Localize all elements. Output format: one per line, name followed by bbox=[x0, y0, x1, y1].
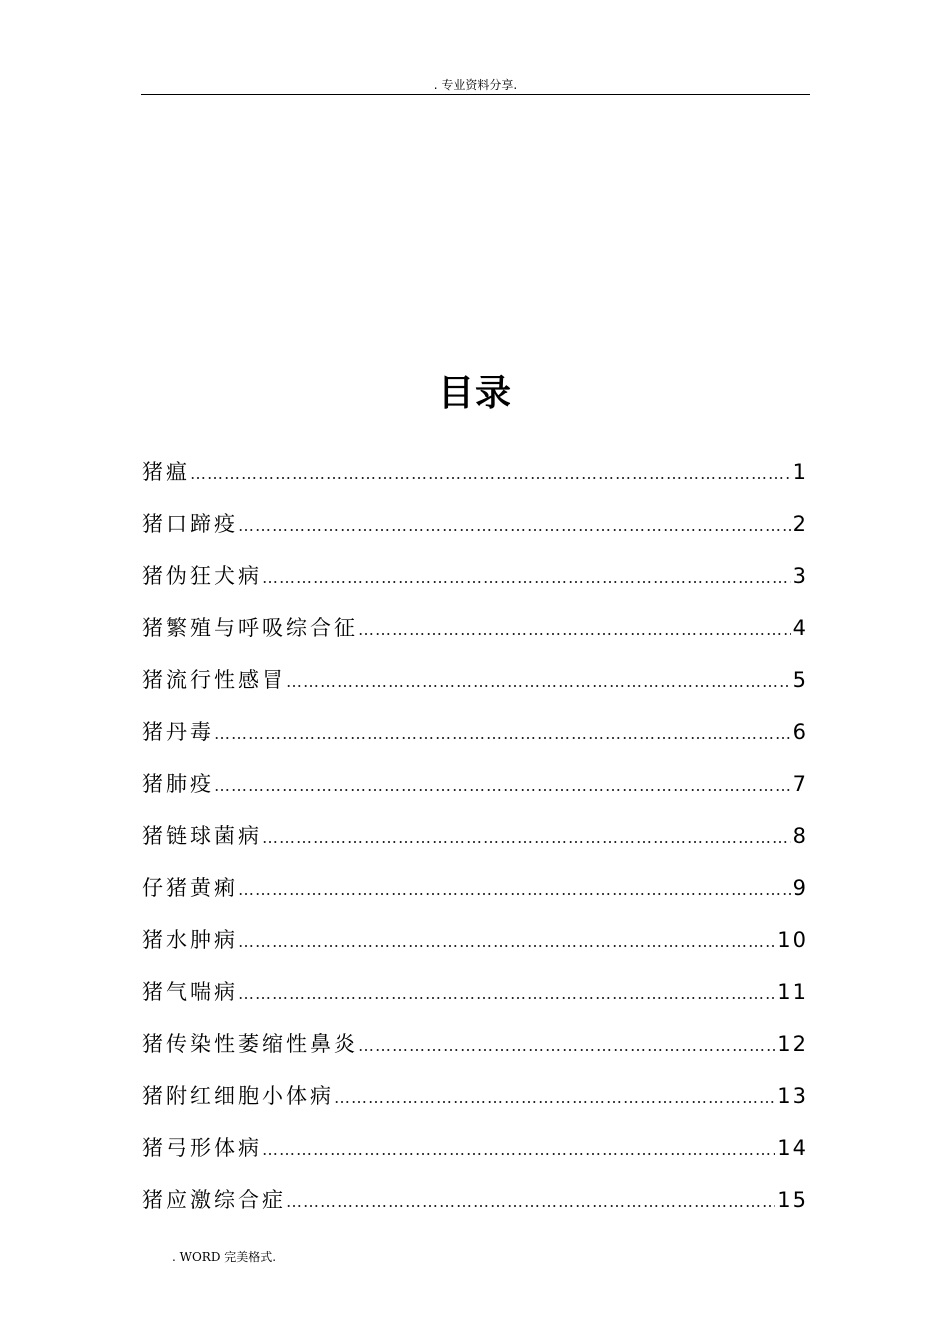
toc-entry-label: 猪伪狂犬病 bbox=[142, 564, 262, 588]
toc-entry-page: 13 bbox=[777, 1084, 808, 1108]
toc-entry-page: 8 bbox=[792, 824, 808, 848]
toc-dot-leader bbox=[286, 1176, 775, 1226]
page-header-text: . 专业资料分享. bbox=[433, 78, 518, 92]
toc-entry-page: 7 bbox=[792, 772, 808, 796]
toc-entry-page: 14 bbox=[777, 1136, 808, 1160]
toc-entry-page: 3 bbox=[792, 564, 808, 588]
toc-entry[interactable] bbox=[142, 1070, 808, 1122]
toc-dot-leader bbox=[262, 552, 791, 602]
toc-entry-label: 猪传染性萎缩性鼻炎 bbox=[142, 1032, 358, 1056]
toc-dot-leader bbox=[262, 1124, 775, 1174]
toc-entry[interactable] bbox=[142, 654, 808, 706]
toc-entry-label: 猪弓形体病 bbox=[142, 1136, 262, 1160]
toc-dot-leader bbox=[334, 1072, 775, 1122]
toc-dot-leader bbox=[190, 448, 791, 498]
toc-entry-label: 猪水肿病 bbox=[142, 928, 238, 952]
toc-entry[interactable] bbox=[142, 706, 808, 758]
toc-dot-leader bbox=[262, 812, 791, 862]
toc-entry[interactable] bbox=[142, 498, 808, 550]
toc-entry[interactable] bbox=[142, 446, 808, 498]
toc-entry-label: 猪繁殖与呼吸综合征 bbox=[142, 616, 358, 640]
toc-entry-page: 2 bbox=[792, 512, 808, 536]
toc-entry-label: 猪气喘病 bbox=[142, 980, 238, 1004]
toc-entry-page: 1 bbox=[792, 460, 808, 484]
page-title: 目录 bbox=[437, 373, 512, 414]
toc-entry-page: 6 bbox=[792, 720, 808, 744]
toc-entry-page: 10 bbox=[777, 928, 808, 952]
toc-entry-label: 猪瘟 bbox=[142, 460, 190, 484]
toc-entry[interactable] bbox=[142, 1122, 808, 1174]
toc-entry-label: 猪肺疫 bbox=[142, 772, 214, 796]
toc-entry[interactable] bbox=[142, 862, 808, 914]
toc-entry[interactable] bbox=[142, 550, 808, 602]
toc-entry-page: 11 bbox=[777, 980, 808, 1004]
toc-entry[interactable] bbox=[142, 1174, 808, 1226]
toc-dot-leader bbox=[238, 968, 775, 1018]
toc-dot-leader bbox=[358, 604, 791, 654]
toc-dot-leader bbox=[286, 656, 791, 706]
toc-entry-label: 猪附红细胞小体病 bbox=[142, 1084, 334, 1108]
toc-dot-leader bbox=[214, 708, 791, 758]
toc-entry[interactable] bbox=[142, 602, 808, 654]
toc-entry[interactable] bbox=[142, 758, 808, 810]
toc-entry-page: 9 bbox=[792, 876, 808, 900]
toc-dot-leader bbox=[214, 760, 791, 810]
toc-entry[interactable] bbox=[142, 966, 808, 1018]
toc-entry-page: 5 bbox=[792, 668, 808, 692]
toc-entry-label: 猪链球菌病 bbox=[142, 824, 262, 848]
toc-entry-page: 4 bbox=[792, 616, 808, 640]
page-header bbox=[141, 76, 810, 95]
toc-dot-leader bbox=[238, 864, 791, 914]
toc-entry-page: 12 bbox=[777, 1032, 808, 1056]
toc-entry-label: 猪应激综合症 bbox=[142, 1188, 286, 1212]
toc-entry[interactable] bbox=[142, 914, 808, 966]
page-footer-text: . WORD 完美格式. bbox=[172, 1250, 277, 1264]
toc-entry[interactable] bbox=[142, 1018, 808, 1070]
toc-entry-label: 猪丹毒 bbox=[142, 720, 214, 744]
toc-entry-page: 15 bbox=[777, 1188, 808, 1212]
toc-dot-leader bbox=[238, 500, 791, 550]
toc-dot-leader bbox=[358, 1020, 775, 1070]
toc-dot-leader bbox=[238, 916, 775, 966]
toc-entry-label: 猪口蹄疫 bbox=[142, 512, 238, 536]
toc-entry[interactable] bbox=[142, 810, 808, 862]
toc-entry-label: 仔猪黄痢 bbox=[142, 876, 238, 900]
toc-entry-label: 猪流行性感冒 bbox=[142, 668, 286, 692]
page-footer bbox=[172, 1248, 276, 1266]
table-of-contents bbox=[142, 446, 808, 1226]
